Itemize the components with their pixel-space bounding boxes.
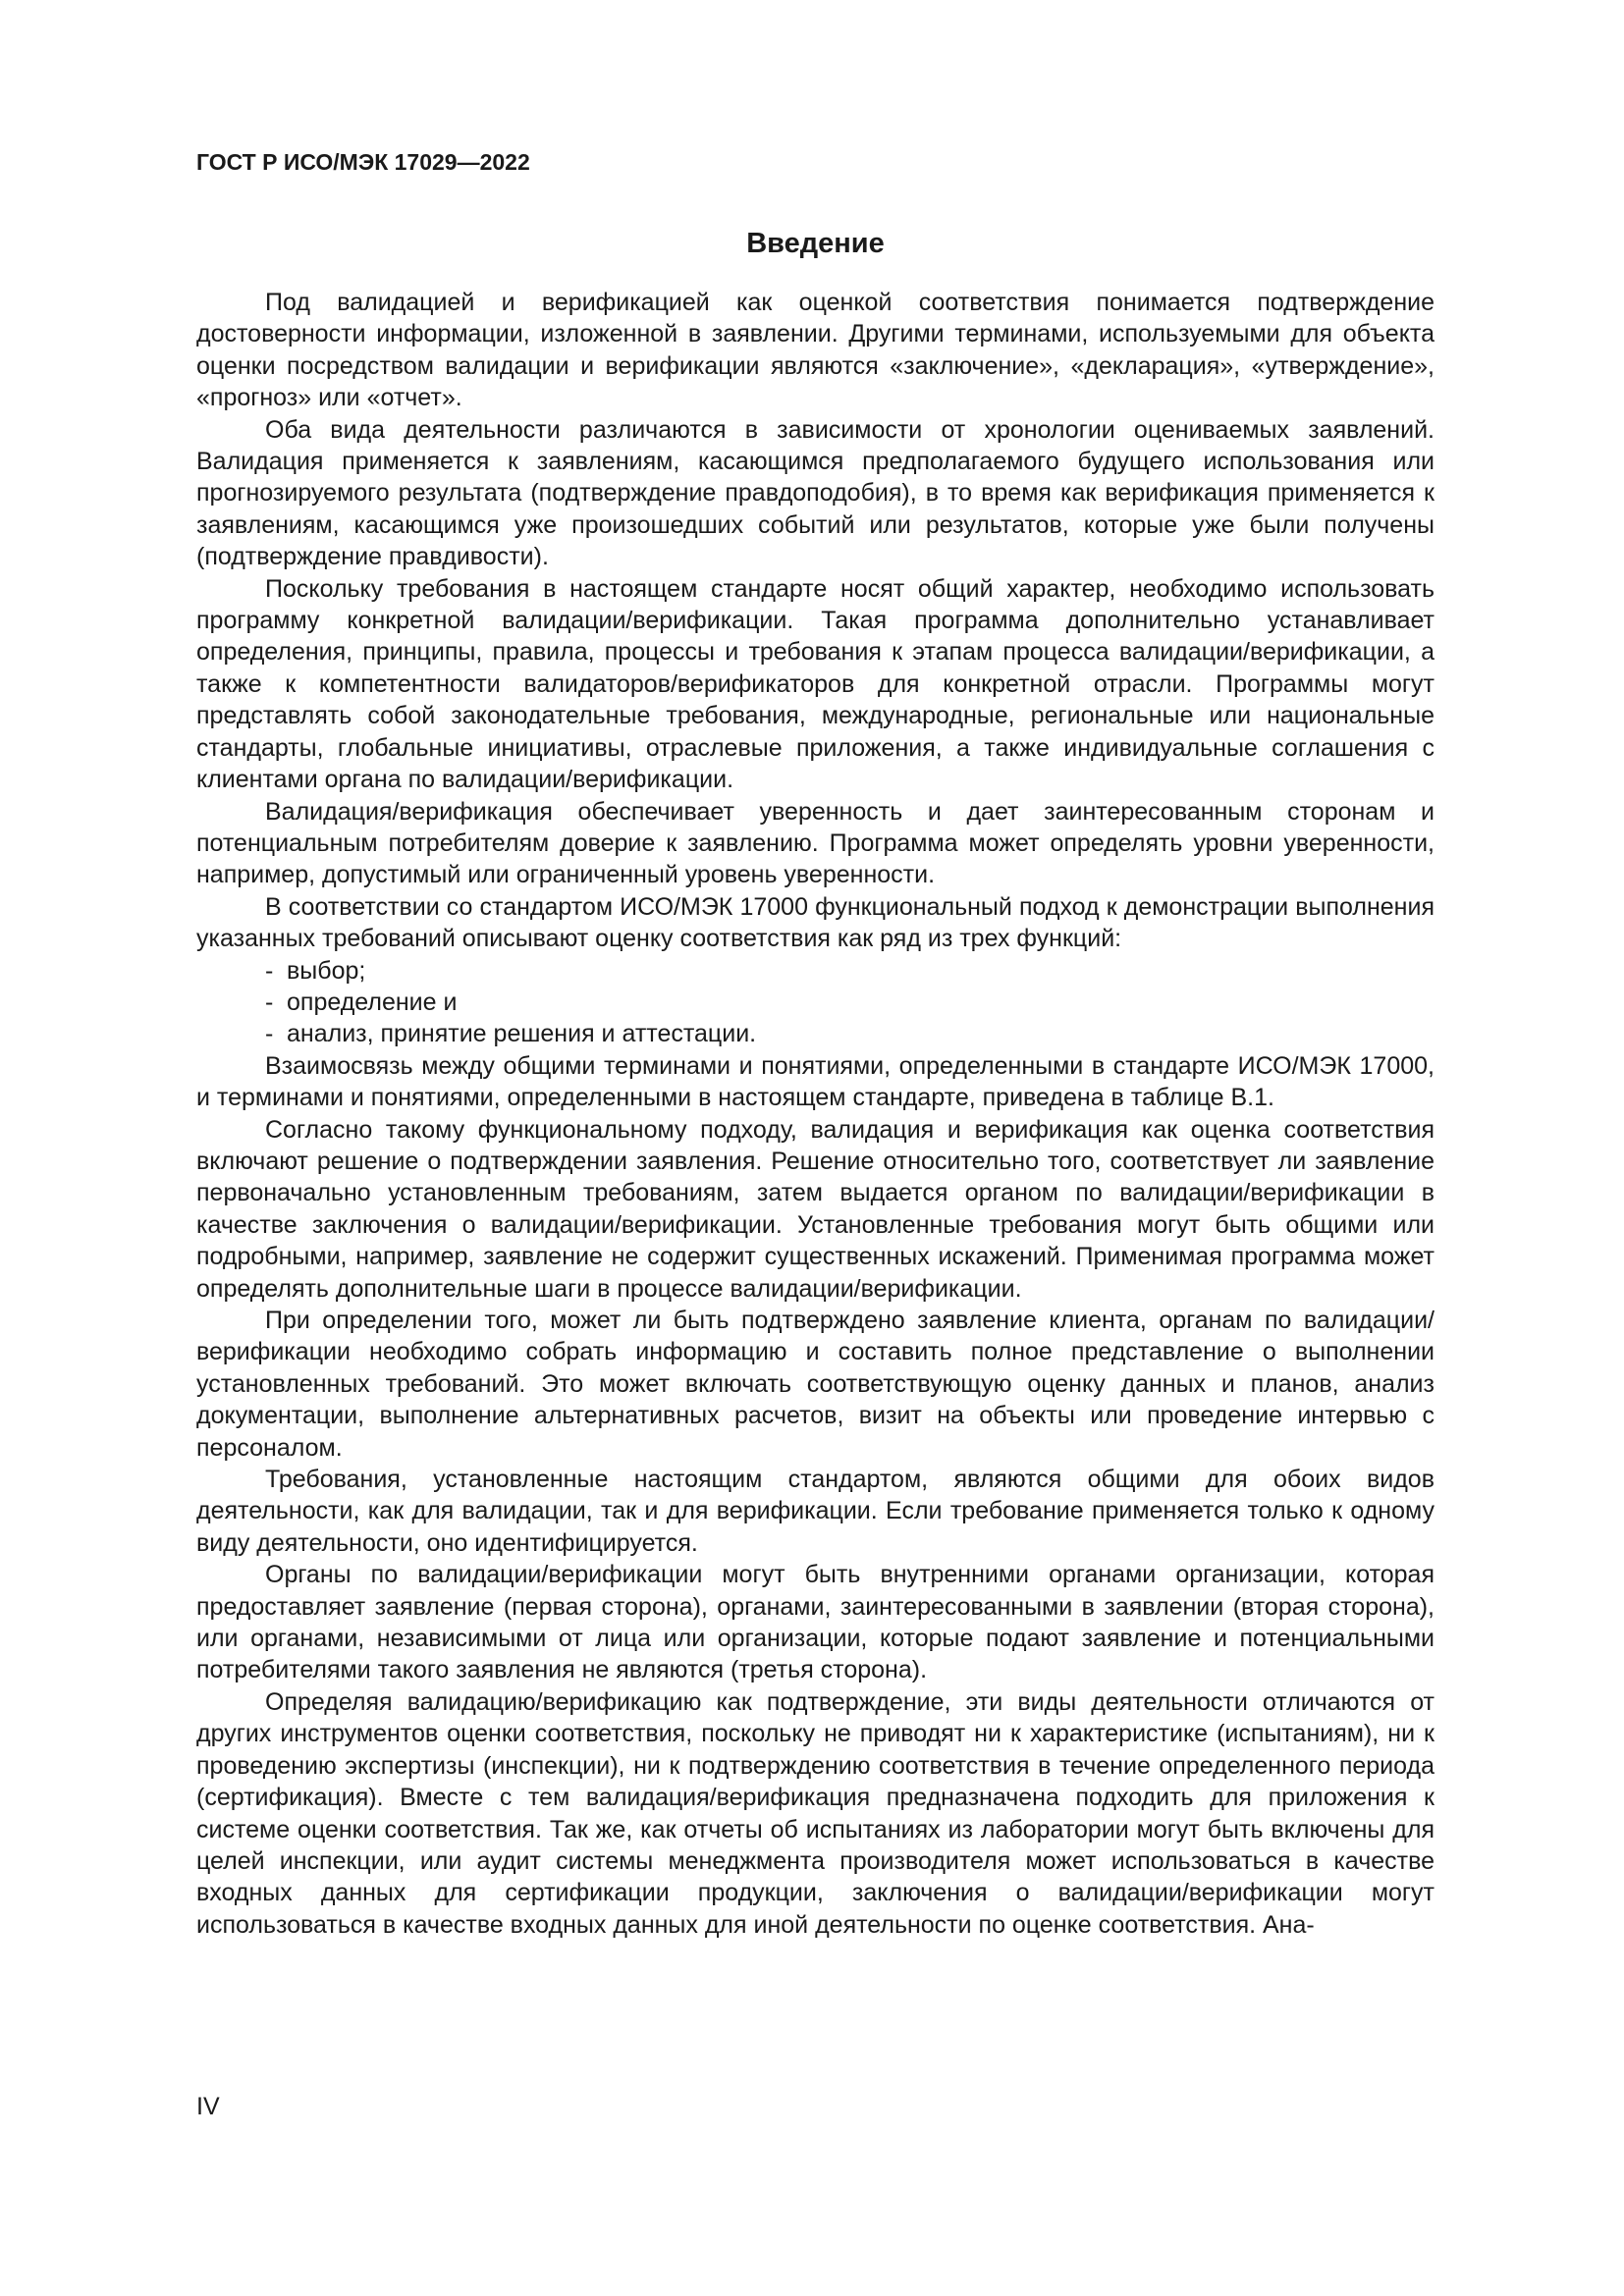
list-item	[196, 1018, 1435, 1049]
paragraph: Требования, установленные настоящим стандартом, являются общими для обоих видов деятельности, как для валидации, так и для верификации. Если требование применяется только к одному виду деятельности, оно идентифицируется.	[196, 1466, 1435, 1557]
paragraph: Определяя валидацию/верификацию как подтверждение, эти виды деятельности отличаются от других инструментов оценки соответствия, поскольку не приводят ни к характеристике (испытаниям), ни к проведению экспертизы (инспекции), ни к подтверждению соответствия в течение определенного периода (сертификация). Вместе с тем валидация/верификация предназначена подходить для приложения к системе оценки соответствия. Так же, как отчеты об испытаниях из лаборатории могут быть включены для целей инспекции, или аудит системы менеджмента производителя может использоваться в качестве входных данных для сертификации продукции, заключения о валидации/верификации могут использоваться в качестве входных данных для иной деятельности по оценке соответствия. Ана-	[196, 1687, 1435, 1939]
document-header: ГОСТ Р ИСО/МЭК 17029—2022	[196, 149, 530, 175]
list-item	[196, 955, 1435, 987]
paragraph: В соответствии со стандартом ИСО/МЭК 17000 функциональный подход к демонстрации выполнения указанных требований описывают оценку соответствия как ряд из трех функций:	[196, 892, 1435, 953]
list-item-text: выбор;	[287, 956, 366, 985]
paragraph: Под валидацией и верификацией как оценкой соответствия понимается подтверждение достоверности информации, изложенной в заявлении. Другими терминами, используемыми для объекта оценки посредством валидации и верификации являются «заключение», «декларация», «утверждение», «прогноз» или «отчет».	[196, 289, 1435, 412]
document-body	[196, 287, 1435, 1941]
list-marker: -	[265, 956, 274, 985]
paragraph: Валидация/верификация обеспечивает уверенность и дает заинтересованным сторонам и потенциальным потребителям доверие к заявлению. Программа может определять уровни уверенности, например, допустимый или ограниченный уровень уверенности.	[196, 797, 1435, 889]
function-list	[196, 955, 1435, 1050]
list-item-text: определение и	[287, 988, 458, 1016]
list-marker: -	[265, 1020, 274, 1048]
paragraph: Оба вида деятельности различаются в зависимости от хронологии оцениваемых заявлений. Валидация применяется к заявлениям, касающимся предполагаемого будущего использования или прогнозируемого результата (подтверждение правдоподобия), в то время как верификация применяется к заявлениям, касающимся уже произошедших событий или результатов, которые уже были получены (подтверждение правдивости).	[196, 415, 1435, 571]
section-title: Введение	[746, 228, 885, 259]
list-item-text: анализ, принятие решения и аттестации.	[287, 1020, 757, 1048]
list-item	[196, 987, 1435, 1018]
paragraph: Поскольку требования в настоящем стандарте носят общий характер, необходимо использовать программу конкретной валидации/верификации. Такая программа дополнительно устанавливает определения, принципы, правила, процессы и требования к этапам процесса валидации/верификации, а также к компетентности валидаторов/верификаторов для конкретной отрасли. Программы могут представлять собой законодательные требования, международные, региональные или национальные стандарты, глобальные инициативы, отраслевые приложения, а также индивидуальные соглашения с клиентами органа по валидации/верификации.	[196, 574, 1435, 794]
page-number: IV	[196, 2093, 220, 2120]
paragraph: Органы по валидации/верификации могут быть внутренними органами организации, которая предоставляет заявление (первая сторона), органами, заинтересованными в заявлении (вторая сторона), или органами, независимыми от лица или организации, которые подают заявление и потенциальными потребителями такого заявления не являются (третья сторона).	[196, 1561, 1435, 1684]
paragraph: Взаимосвязь между общими терминами и понятиями, определенными в стандарте ИСО/МЭК 17000, и терминами и понятиями, определенными в настоящем стандарте, приведена в таблице В.1.	[196, 1051, 1435, 1112]
list-marker: -	[265, 988, 274, 1016]
paragraph: Согласно такому функциональному подходу, валидация и верификация как оценка соответствия включают решение о подтверждении заявления. Решение относительно того, соответствует ли заявление первоначально установленным требованиям, затем выдается органом по валидации/верификации в качестве заключения о валидации/верификации. Установленные требования могут быть общими или подробными, например, заявление не содержит существенных искажений. Применимая программа может определять дополнительные шаги в процессе валидации/верификации.	[196, 1115, 1435, 1303]
paragraph: При определении того, может ли быть подтверждено заявление клиента, органам по валидации/верификации необходимо собрать информацию и составить полное представление о выполнении установленных требований. Это может включать соответствующую оценку данных и планов, анализ документации, выполнение альтернативных расчетов, визит на объекты или проведение интервью с персоналом.	[196, 1307, 1435, 1462]
